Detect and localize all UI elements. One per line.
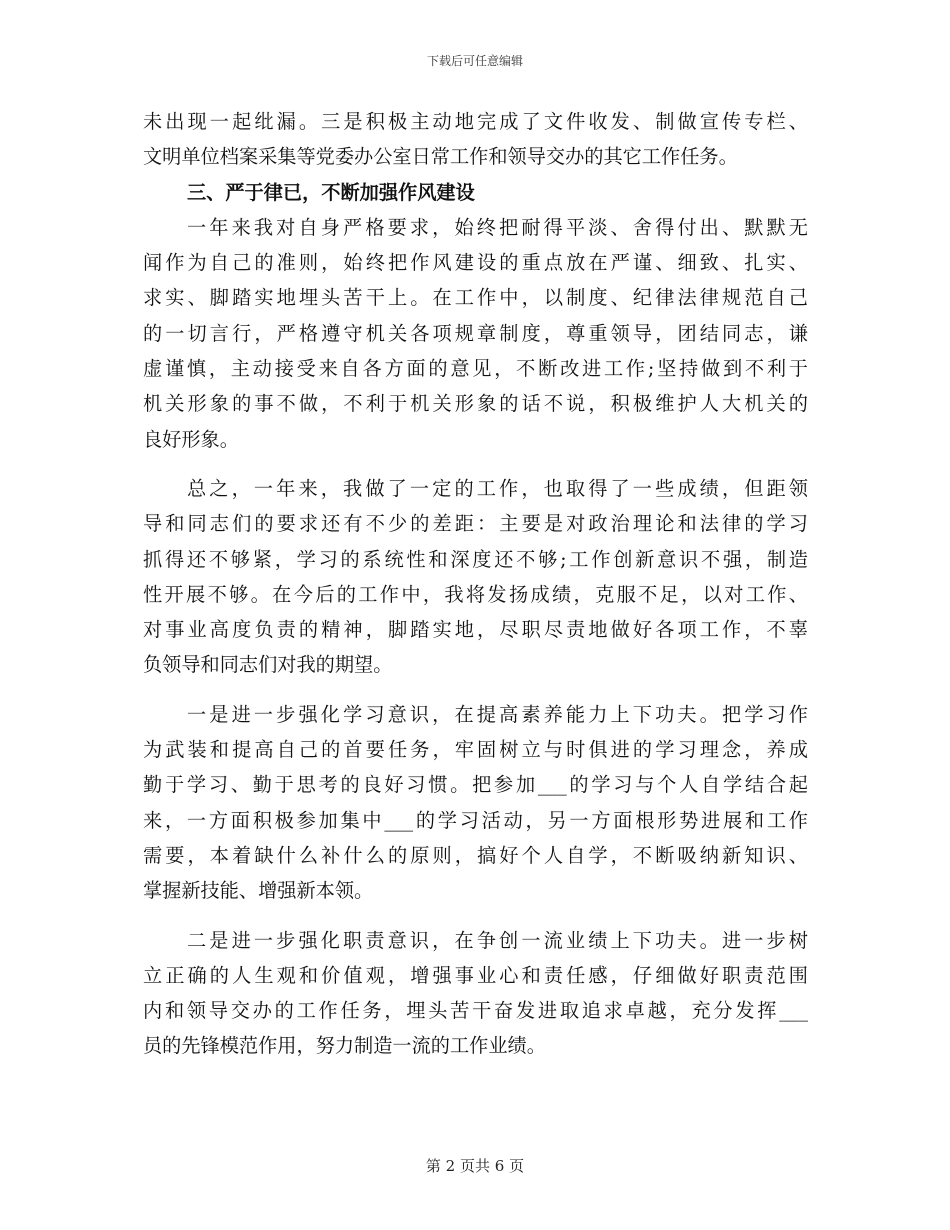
text-line: 虚谨慎，主动接受来自各方面的意见，不断改进工作;坚持做到不利于 (143, 357, 808, 381)
text-line: 为武装和提高自己的首要任务，牢固树立与时俱进的学习理念，养成 (143, 738, 808, 762)
text-line: 良好形象。 (143, 427, 239, 451)
text-line: 性开展不够。在今后的工作中，我将发扬成绩，克服不足，以对工作、 (143, 582, 808, 606)
text-line: 导和同志们的要求还有不少的差距：主要是对政治理论和法律的学习 (143, 512, 808, 536)
paragraph (143, 471, 808, 683)
text-line: 文明单位档案采集等党委办公室日常工作和领导交办的其它工作任务。 (143, 145, 738, 169)
text-line: 负领导和同志们对我的期望。 (143, 653, 393, 677)
text-line: 一是进一步强化学习意识，在提高素养能力上下功夫。把学习作 (187, 702, 808, 726)
page-header: 下载后可任意编辑 (426, 54, 523, 68)
text-line: 抓得还不够紧，学习的系统性和深度还不够;工作创新意识不强，制造 (143, 547, 808, 571)
section-heading (143, 175, 808, 210)
paragraph (143, 923, 808, 1064)
text-line: 来，一方面积极参加集中___的学习活动，另一方面根形势进展和工作 (143, 808, 808, 832)
text-line: 员的先锋模范作用，努力制造一流的工作业绩。 (143, 1034, 546, 1058)
text-line: 掌握新技能、增强新本领。 (143, 879, 374, 903)
text-line: 内和领导交办的工作任务，埋头苦干奋发进取追求卓越，充分发挥___ (143, 999, 808, 1023)
text-line: 二是进一步强化职责意识，在争创一流业绩上下功夫。进一步树 (187, 928, 808, 952)
text-line: 的一切言行，严格遵守机关各项规章制度，尊重领导，团结同志，谦 (143, 321, 808, 345)
text-line: 立正确的人生观和价值观，增强事业心和责任感，仔细做好职责范围 (143, 963, 808, 987)
paragraph (143, 104, 808, 175)
paragraph (143, 697, 808, 909)
text-line: 求实、脚踏实地埋头苦干上。在工作中，以制度、纪律法律规范自己 (143, 286, 808, 310)
text-line: 机关形象的事不做，不利于机关形象的话不说，积极维护人大机关的 (143, 392, 808, 416)
document-body (143, 104, 808, 1064)
text-line: 勤于学习、勤于思考的良好习惯。把参加___的学习与个人自学结合起 (143, 773, 808, 797)
text-line: 对事业高度负责的精神，脚踏实地，尽职尽责地做好各项工作，不辜 (143, 618, 808, 642)
heading-line: 三、严于律已，不断加强作风建设 (187, 180, 475, 204)
page-number: 第 2 页共 6 页 (425, 1157, 525, 1175)
text-line: 闻作为自己的准则，始终把作风建设的重点放在严谨、细致、扎实、 (143, 251, 808, 275)
text-line: 一年来我对自身严格要求，始终把耐得平淡、舍得付出、默默无 (187, 215, 808, 239)
paragraph (143, 210, 808, 457)
text-line: 需要，本着缺什么补什么的原则，搞好个人自学，不断吸纳新知识、 (143, 843, 808, 867)
text-line: 未出现一起纰漏。三是积极主动地完成了文件收发、制做宣传专栏、 (143, 110, 808, 133)
text-line: 总之，一年来，我做了一定的工作，也取得了一些成绩，但距领 (187, 476, 808, 500)
